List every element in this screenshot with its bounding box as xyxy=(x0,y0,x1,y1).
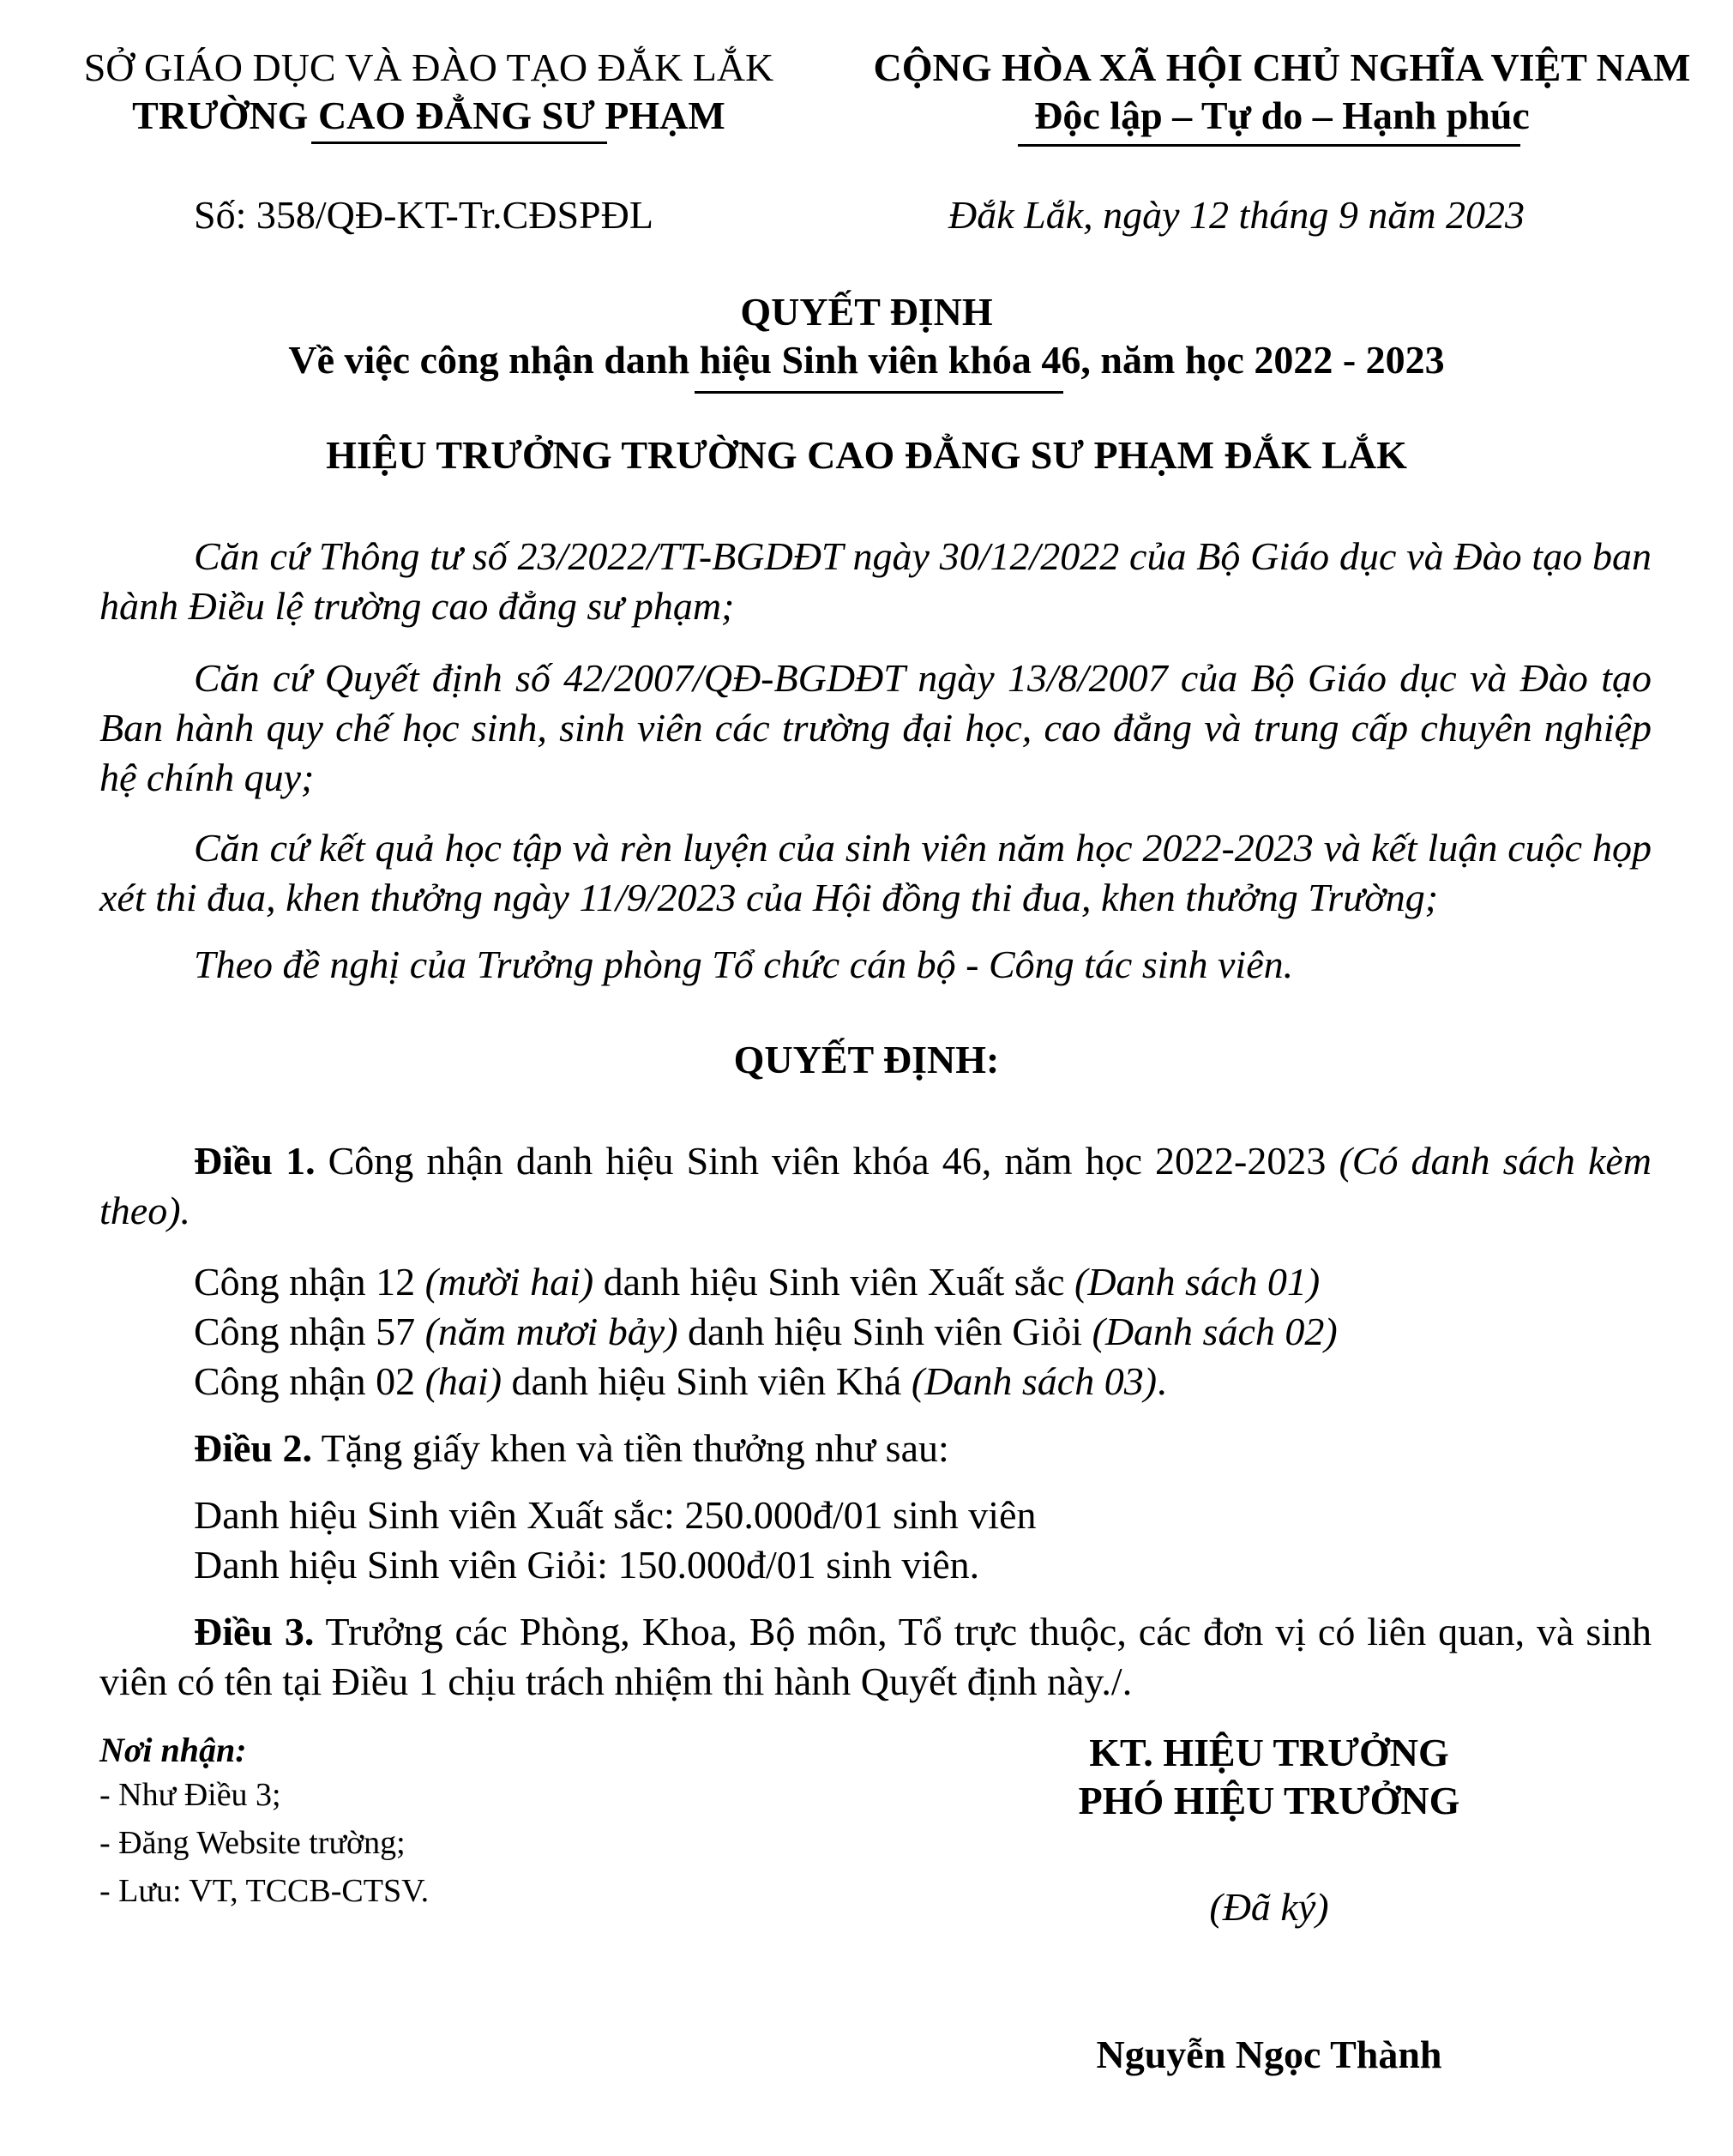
article-2-text: Tặng giấy khen và tiền thưởng như sau: xyxy=(321,1426,949,1470)
article-3-text: Trưởng các Phòng, Khoa, Bộ môn, Tổ trực thuộc, các đơn vị có liên quan, và sinh viên có tên tại Điều 1 chịu trách nhiệm thi hành Quyết định này./. xyxy=(99,1610,1652,1703)
national-title: CỘNG HÒA XÃ HỘI CHỦ NGHĨA VIỆT NAM xyxy=(873,45,1691,89)
signature-title-2: PHÓ HIỆU TRƯỞNG xyxy=(1078,1779,1460,1822)
doc-title: QUYẾT ĐỊNH xyxy=(740,290,993,334)
article-2-label: Điều 2. xyxy=(194,1426,312,1470)
decision-heading: QUYẾT ĐỊNH: xyxy=(733,1038,1000,1081)
recipients-title: Nơi nhận: xyxy=(99,1731,247,1769)
signed-note: (Đã ký) xyxy=(1209,1885,1329,1929)
article-1-note: (Có danh sách kèm theo). xyxy=(99,1139,1652,1232)
header-right-underline xyxy=(1018,144,1520,147)
signer-name: Nguyễn Ngọc Thành xyxy=(1096,2033,1442,2076)
preamble-2: Căn cứ Quyết định số 42/2007/QĐ-BGDĐT ngày 13/8/2007 của Bộ Giáo dục và Đào tạo Ban hành quy chế học sinh, sinh viên các trường đại học, cao đẳng và trung cấp chuyên nghiệp hệ chính quy; xyxy=(99,656,1652,799)
issuing-agency: SỞ GIÁO DỤC VÀ ĐÀO TẠO ĐẮK LẮK xyxy=(83,45,774,89)
header-left-underline xyxy=(311,142,607,144)
article-1-label: Điều 1. xyxy=(194,1139,316,1183)
place-date: Đắk Lắk, ngày 12 tháng 9 năm 2023 xyxy=(948,193,1525,237)
doc-subject: Về việc công nhận danh hiệu Sinh viên khóa 46, năm học 2022 - 2023 xyxy=(288,338,1445,382)
recipient-item: - Đăng Website trường; xyxy=(99,1825,406,1861)
article-2 xyxy=(194,1424,949,1473)
article-3 xyxy=(99,1607,1652,1707)
article-1-item: Công nhận 57 (năm mươi bảy) danh hiệu Sinh viên Giỏi (Danh sách 02) xyxy=(194,1310,1338,1353)
national-motto: Độc lập – Tự do – Hạnh phúc xyxy=(1034,93,1530,137)
preamble-4: Theo đề nghị của Trưởng phòng Tổ chức cán bộ - Công tác sinh viên. xyxy=(194,942,1294,986)
article-1-item: Công nhận 02 (hai) danh hiệu Sinh viên Khá (Danh sách 03). xyxy=(194,1359,1167,1403)
doc-number: Số: 358/QĐ-KT-Tr.CĐSPĐL xyxy=(194,193,653,237)
article-1-item: Công nhận 12 (mười hai) danh hiệu Sinh viên Xuất sắc (Danh sách 01) xyxy=(194,1260,1321,1304)
article-2-item: Danh hiệu Sinh viên Xuất sắc: 250.000đ/01 sinh viên xyxy=(194,1493,1037,1537)
article-1-text: Công nhận danh hiệu Sinh viên khóa 46, năm học 2022-2023 xyxy=(328,1139,1327,1183)
recipient-item: - Lưu: VT, TCCB-CTSV. xyxy=(99,1873,430,1909)
issuing-school: TRƯỜNG CAO ĐẲNG SƯ PHẠM xyxy=(132,93,725,137)
article-2-item: Danh hiệu Sinh viên Giỏi: 150.000đ/01 sinh viên. xyxy=(194,1543,980,1587)
preamble-3: Căn cứ kết quả học tập và rèn luyện của sinh viên năm học 2022-2023 và kết luận cuộc họp xét thi đua, khen thưởng ngày 11/9/2023 của Hội đồng thi đua, khen thưởng Trường; xyxy=(99,826,1652,919)
authority-title: HIỆU TRƯỞNG TRƯỜNG CAO ĐẲNG SƯ PHẠM ĐẮK LẮK xyxy=(326,433,1407,477)
recipient-item: - Như Điều 3; xyxy=(99,1777,281,1813)
article-1 xyxy=(99,1136,1652,1236)
subject-underline xyxy=(695,391,1063,394)
article-3-label: Điều 3. xyxy=(194,1610,315,1653)
signature-title-1: KT. HIỆU TRƯỞNG xyxy=(1089,1731,1449,1774)
preamble-1: Căn cứ Thông tư số 23/2022/TT-BGDĐT ngày 30/12/2022 của Bộ Giáo dục và Đào tạo ban hành Điều lệ trường cao đẳng sư phạm; xyxy=(99,534,1652,628)
